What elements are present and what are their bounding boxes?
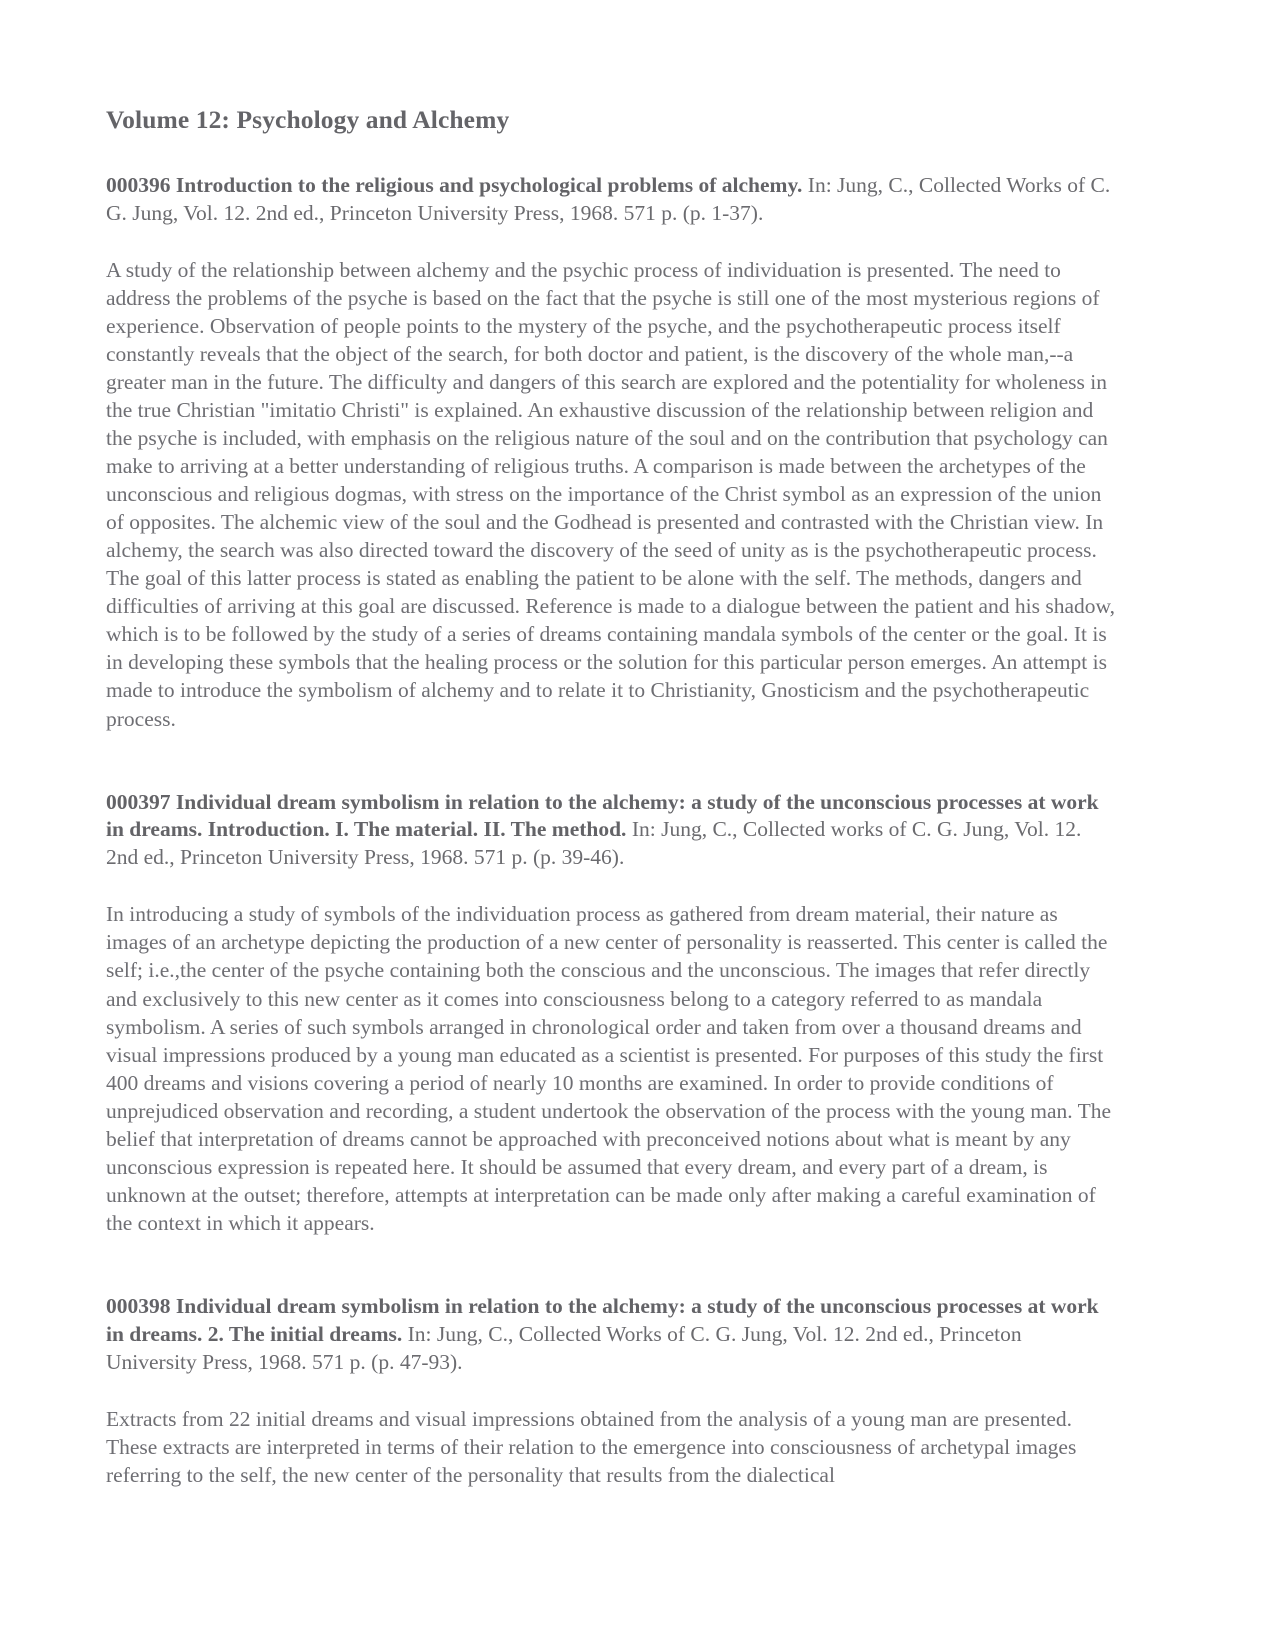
entry-heading: [106, 172, 1115, 228]
entry-citation: In: Jung, C., Collected Works of C. G. Jung, Vol. 12. 2nd ed., Princeton University Press, 1968. 571 p. (p. 47-93).: [106, 1321, 1022, 1374]
section-spacer: [106, 759, 1115, 789]
entry-abstract: In introducing a study of symbols of the individuation process as gathered from dream material, their nature as images of an archetype depicting the production of a new center of personality is reasserted. This center is called the self; i.e.,the center of the psyche containing both the conscious and the unconscious. The images that refer directly and exclusively to this new center as it comes into consciousness belong to a category referred to as mandala symbolism. A series of such symbols arranged in chronological order and taken from over a thousand dreams and visual impressions produced by a young man educated as a scientist is presented. For purposes of this study the first 400 dreams and visions covering a period of nearly 10 months are examined. In order to provide conditions of unprejudiced observation and recording, a student undertook the observation of the process with the young man. The belief that interpretation of dreams cannot be approached with preconceived notions about what is meant by any unconscious expression is repeated here. It should be assumed that every dream, and every part of a dream, is unknown at the outset; therefore, attempts at interpretation can be made only after making a careful examination of the context in which it appears.: [106, 902, 1112, 1235]
entry-title: 000398 Individual dream symbolism in relation to the alchemy: a study of the unconscious processes at work in dreams. 2. The initial dreams.: [106, 1293, 1099, 1346]
bibliography-entry-000397: [106, 789, 1115, 1237]
entry-abstract: A study of the relationship between alchemy and the psychic process of individuation is presented. The need to address the problems of the psyche is based on the fact that the psyche is still one of the most mysterious regions of experience. Observation of people points to the mystery of the psyche, and the psychotherapeutic process itself constantly reveals that the object of the search, for both doctor and patient, is the discovery of the whole man,--a greater man in the future. The difficulty and dangers of this search are explored and the potentiality for wholeness in the true Christian "imitatio Christi" is explained. An exhaustive discussion of the relationship between religion and the psyche is included, with emphasis on the religious nature of the soul and on the contribution that psychology can make to arriving at a better understanding of religious truths. A comparison is made between the archetypes of the unconscious and religious dogmas, with stress on the importance of the Christ symbol as an expression of the union of opposites. The alchemic view of the soul and the Godhead is presented and contrasted with the Christian view. In alchemy, the search was also directed toward the discovery of the seed of unity as is the psychotherapeutic process. The goal of this latter process is stated as enabling the patient to be alone with the self. The methods, dangers and difficulties of arriving at this goal are discussed. Reference is made to a dialogue between the patient and his shadow, which is to be followed by the study of a series of dreams containing mandala symbols of the center or the goal. It is in developing these symbols that the healing process or the solution for this particular person emerges. An attempt is made to introduce the symbolism of alchemy and to relate it to Christianity, Gnosticism and the psychotherapeutic process.: [106, 257, 1115, 731]
bibliography-entry-000396: [106, 172, 1115, 733]
entry-title: 000396 Introduction to the religious and psychological problems of alchemy.: [106, 172, 803, 197]
entry-title: 000397 Individual dream symbolism in relation to the alchemy: a study of the unconscious processes at work in dreams. Introduction. I. The material. II. The method.: [106, 789, 1099, 842]
page-title: Volume 12: Psychology and Alchemy: [106, 105, 510, 134]
entry-heading: [106, 789, 1115, 873]
section-spacer: [106, 1263, 1115, 1293]
entry-heading: [106, 1293, 1115, 1377]
bibliography-entry-000398: [106, 1293, 1115, 1489]
entry-abstract: Extracts from 22 initial dreams and visual impressions obtained from the analysis of a young man are presented. These extracts are interpreted in terms of their relation to the emergence into consciousness of archetypal images referring to the self, the new center of the personality that results from the dialectical: [106, 1406, 1077, 1487]
entry-citation: In: Jung, C., Collected works of C. G. Jung, Vol. 12. 2nd ed., Princeton University Press, 1968. 571 p. (p. 39-46).: [106, 817, 1082, 870]
entry-citation: In: Jung, C., Collected Works of C. G. Jung, Vol. 12. 2nd ed., Princeton University Press, 1968. 571 p. (p. 1-37).: [106, 172, 1111, 225]
